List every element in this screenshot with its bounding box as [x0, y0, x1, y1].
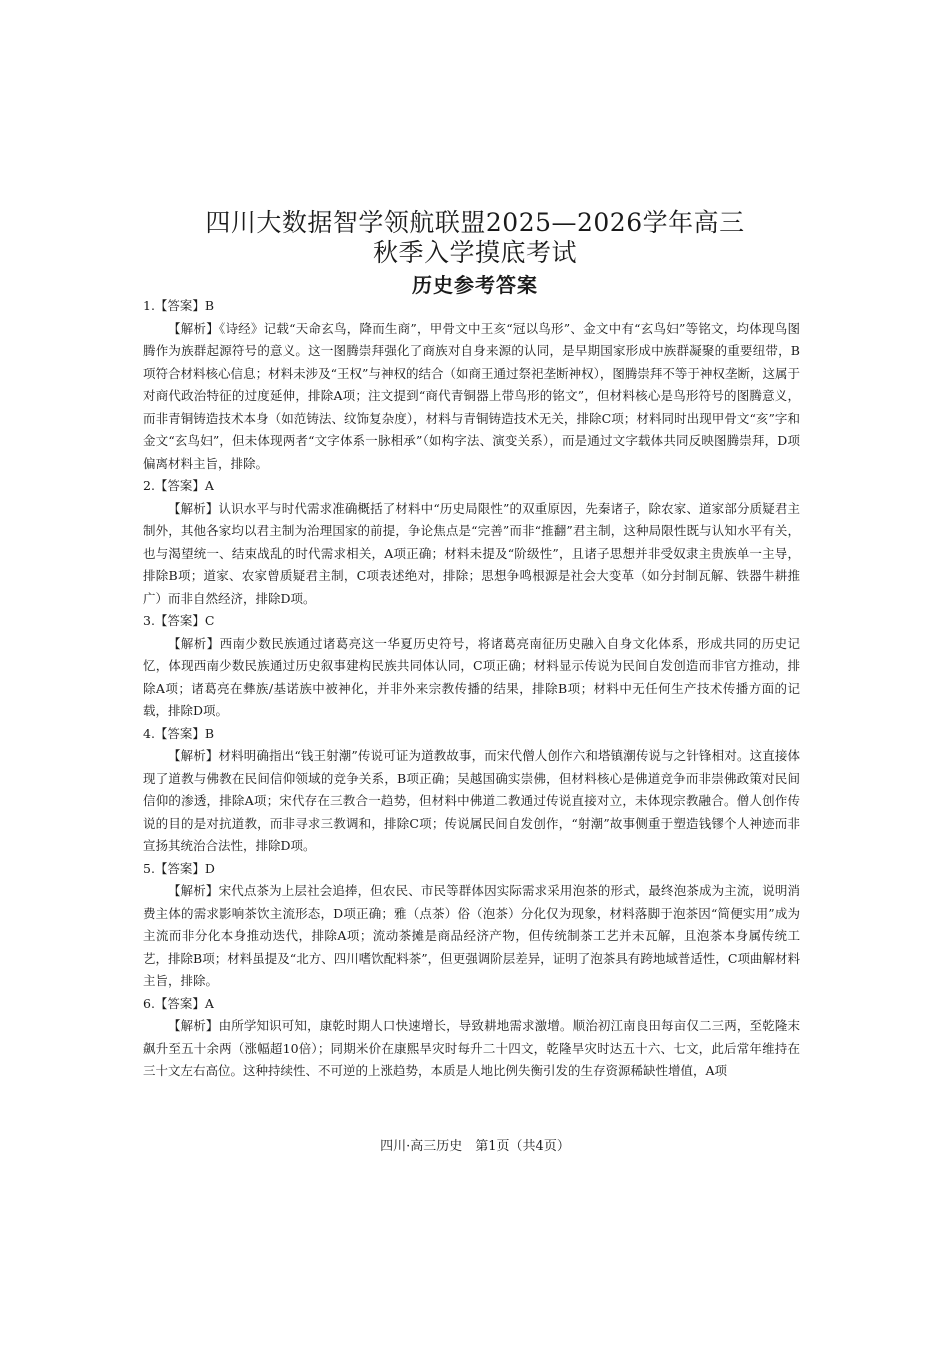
analysis-paragraph: 【解析】宋代点茶为上层社会追捧，但农民、市民等群体因实际需求采用泡茶的形式，最终泡茶成为主流，说明消费主体的需求影响茶饮主流形态，D项正确；雅（点茶）俗（泡茶）分化仅为现象，材料落脚于泡茶因“简便实用”成为主流而非分化本身推动迭代，排除A项；流动茶摊是商品经济产物，但传统制茶工艺并未瓦解，且泡茶本身属传统工艺，排除B项；材料虽提及“北方、四川嗜饮配料茶”，但更强调阶层差异，证明了泡茶具有跨地域普适性，C项曲解材料主旨，排除。 — [143, 883, 800, 988]
answer-key-subtitle: 历史参考答案 — [412, 273, 538, 297]
answer-label: 2.【答案】A — [143, 478, 214, 493]
answer-list — [145, 295, 805, 1083]
question-item — [145, 723, 805, 858]
answer-label: 1.【答案】B — [143, 298, 215, 313]
question-item — [145, 295, 805, 475]
question-item — [145, 610, 805, 723]
question-item — [145, 475, 805, 610]
analysis-paragraph: 【解析】西南少数民族通过诸葛亮这一华夏历史符号，将诸葛亮南征历史融入自身文化体系，形成共同的历史记忆，体现西南少数民族通过历史叙事建构民族共同体认同，C项正确；材料显示传说为民间自发创造而非官方推动，排除A项；诸葛亮在彝族/基诺族中被神化，并非外来宗教传播的结果，排除B项；材料中无任何生产技术传播方面的记载，排除D项。 — [143, 635, 800, 718]
question-item — [145, 858, 805, 993]
question-item — [145, 993, 805, 1083]
exam-title-line-1: 四川大数据智学领航联盟2025—2026学年高三 — [205, 208, 745, 237]
exam-title-line-2: 秋季入学摸底考试 — [372, 238, 577, 267]
analysis-paragraph: 【解析】《诗经》记载“天命玄鸟，降而生商”，甲骨文中王亥“冠以鸟形”、金文中有“玄鸟妇”等铭文，均体现鸟图腾作为族群起源符号的意义。这一图腾崇拜强化了商族对自身来源的认同，是早期国家形成中族群凝聚的重要纽带，B项符合材料核心信息；材料未涉及“王权”与神权的结合（如商王通过祭祀垄断神权），图腾崇拜不等于神权垄断，这属于对商代政治特征的过度延伸，排除A项；注文提到“商代青铜器上带鸟形的铭文”，但材料核心是鸟形符号的图腾意义，而非青铜铸造技术本身（如范铸法、纹饰复杂度），材料与青铜铸造技术无关，排除C项；材料同时出现甲骨文“亥”字和金文“玄鸟妇”，但未体现两者“文字体系一脉相承”（如构字法、演变关系），而是通过文字载体共同反映图腾崇拜，D项偏离材料主旨，排除。 — [143, 320, 800, 471]
analysis-paragraph: 【解析】由所学知识可知，康乾时期人口快速增长，导致耕地需求激增。顺治初江南良田每亩仅二三两，至乾隆末飙升至五十余两（涨幅超10倍）；同期米价在康熙旱灾时每升二十四文，乾隆旱灾时达五十六、七文，此后常年维持在三十文左右高位。这种持续性、不可逆的上涨趋势，本质是人地比例失衡引发的生存资源稀缺性增值，A项 — [143, 1018, 800, 1078]
analysis-paragraph: 【解析】材料明确指出“钱王射潮”传说可证为道教故事，而宋代僧人创作六和塔镇潮传说与之针锋相对。这直接体现了道教与佛教在民间信仰领域的竞争关系，B项正确；吴越国确实崇佛，但材料核心是佛道竞争而非崇佛政策对民间信仰的渗透，排除A项；宋代存在三教合一趋势，但材料中佛道二教通过传说直接对立，未体现宗教融合。僧人创作传说的目的是对抗道教，而非寻求三教调和，排除C项；传说属民间自发创作，“射潮”故事侧重于塑造钱镠个人神迹而非宣扬其统治合法性，排除D项。 — [143, 748, 800, 853]
title-block — [0, 208, 950, 298]
page-footer: 四川·高三历史 第1页（共4页） — [380, 1139, 570, 1154]
answer-label: 5.【答案】D — [143, 860, 215, 876]
analysis-paragraph: 【解析】认识水平与时代需求准确概括了材料中“历史局限性”的双重原因，先秦诸子，除农家、道家部分质疑君主制外，其他各家均以君主制为治理国家的前提，争论焦点是“完善”而非“推翻”君主制，这种局限性既与认知水平有关，也与渴望统一、结束战乱的时代需求相关，A项正确；材料未提及“阶级性”，且诸子思想并非受奴隶主贵族单一主导，排除B项；道家、农家曾质疑君主制，C项表述绝对，排除；思想争鸣根源是社会大变革（如分封制瓦解、铁器牛耕推广）而非自然经济，排除D项。 — [143, 500, 800, 606]
answer-label: 3.【答案】C — [143, 613, 215, 628]
answer-label: 6.【答案】A — [143, 995, 214, 1011]
answer-label: 4.【答案】B — [143, 725, 215, 741]
